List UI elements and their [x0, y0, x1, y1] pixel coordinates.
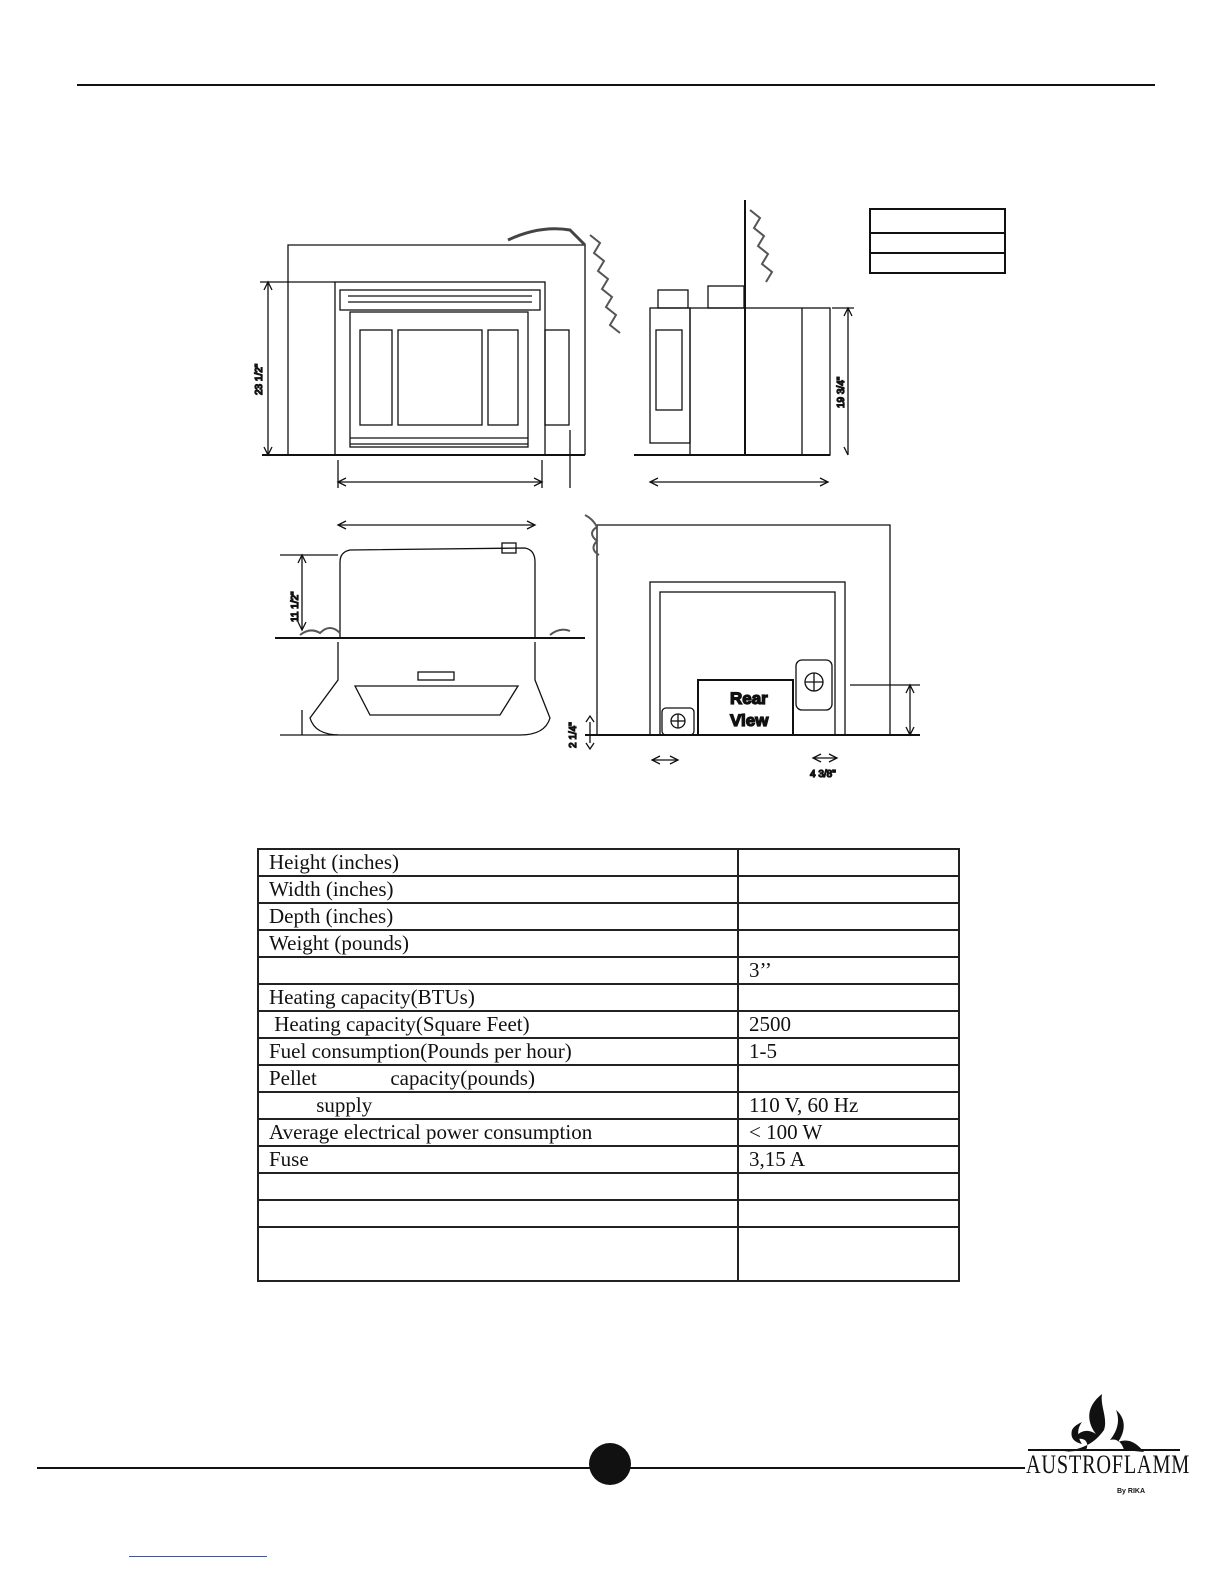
spec-row — [258, 1227, 959, 1281]
spec-value — [738, 876, 959, 903]
spec-row — [258, 957, 959, 984]
spec-row — [258, 1200, 959, 1227]
spec-row — [258, 876, 959, 903]
spec-value — [738, 1200, 959, 1227]
spec-row — [258, 984, 959, 1011]
spec-row — [258, 930, 959, 957]
spec-value — [738, 849, 959, 876]
spec-label: supply — [258, 1092, 738, 1119]
austroflamm-logo-wordmark: AUSTROFLAMM — [1026, 1450, 1191, 1479]
footer-link-underline — [129, 1556, 267, 1557]
spec-row — [258, 1038, 959, 1065]
spec-value: 3’’ — [738, 957, 959, 984]
spec-label: Depth (inches) — [258, 903, 738, 930]
spec-value — [738, 984, 959, 1011]
spec-row — [258, 1011, 959, 1038]
spec-label — [258, 957, 738, 984]
spec-label — [258, 1200, 738, 1227]
spec-label: Height (inches) — [258, 849, 738, 876]
dim-height-front: 23 1/2" — [254, 363, 265, 395]
page-number-badge — [589, 1443, 631, 1485]
spec-value — [738, 903, 959, 930]
rear-view-label-line2: View — [730, 711, 769, 730]
footer-rule — [37, 1467, 1025, 1469]
spec-label: Heating capacity(Square Feet) — [258, 1011, 738, 1038]
dim-top-depth: 11 1/2" — [290, 591, 301, 622]
spec-row — [258, 1173, 959, 1200]
spec-label: Fuse — [258, 1146, 738, 1173]
spec-label: Pellet capacity(pounds) — [258, 1065, 738, 1092]
spec-row — [258, 1146, 959, 1173]
dim-rear-height: 2 1/4" — [568, 722, 579, 748]
stove-dimension-drawing — [240, 190, 1020, 790]
spec-value — [738, 1065, 959, 1092]
dim-height-side: 19 3/4" — [836, 376, 847, 408]
rear-view-label-line1: Rear — [730, 689, 768, 708]
dim-rear-offset: 4 3/8" — [810, 769, 836, 780]
spec-value: 2500 — [738, 1011, 959, 1038]
spec-row — [258, 1119, 959, 1146]
header-rule — [77, 84, 1155, 86]
specifications-table — [257, 848, 960, 1282]
spec-value: 1-5 — [738, 1038, 959, 1065]
spec-label: Weight (pounds) — [258, 930, 738, 957]
spec-label: Heating capacity(BTUs) — [258, 984, 738, 1011]
spec-value — [738, 930, 959, 957]
spec-row — [258, 849, 959, 876]
spec-value — [738, 1173, 959, 1200]
spec-value: < 100 W — [738, 1119, 959, 1146]
spec-label — [258, 1173, 738, 1200]
spec-row — [258, 1092, 959, 1119]
spec-row — [258, 1065, 959, 1092]
spec-value: 3,15 A — [738, 1146, 959, 1173]
rika-logo-text: By RIKA — [1117, 1488, 1146, 1495]
spec-value — [738, 1227, 959, 1281]
spec-label: Fuel consumption(Pounds per hour) — [258, 1038, 738, 1065]
spec-row — [258, 903, 959, 930]
spec-label — [258, 1227, 738, 1281]
spec-value: 110 V, 60 Hz — [738, 1092, 959, 1119]
spec-label: Average electrical power consumption — [258, 1119, 738, 1146]
spec-label: Width (inches) — [258, 876, 738, 903]
